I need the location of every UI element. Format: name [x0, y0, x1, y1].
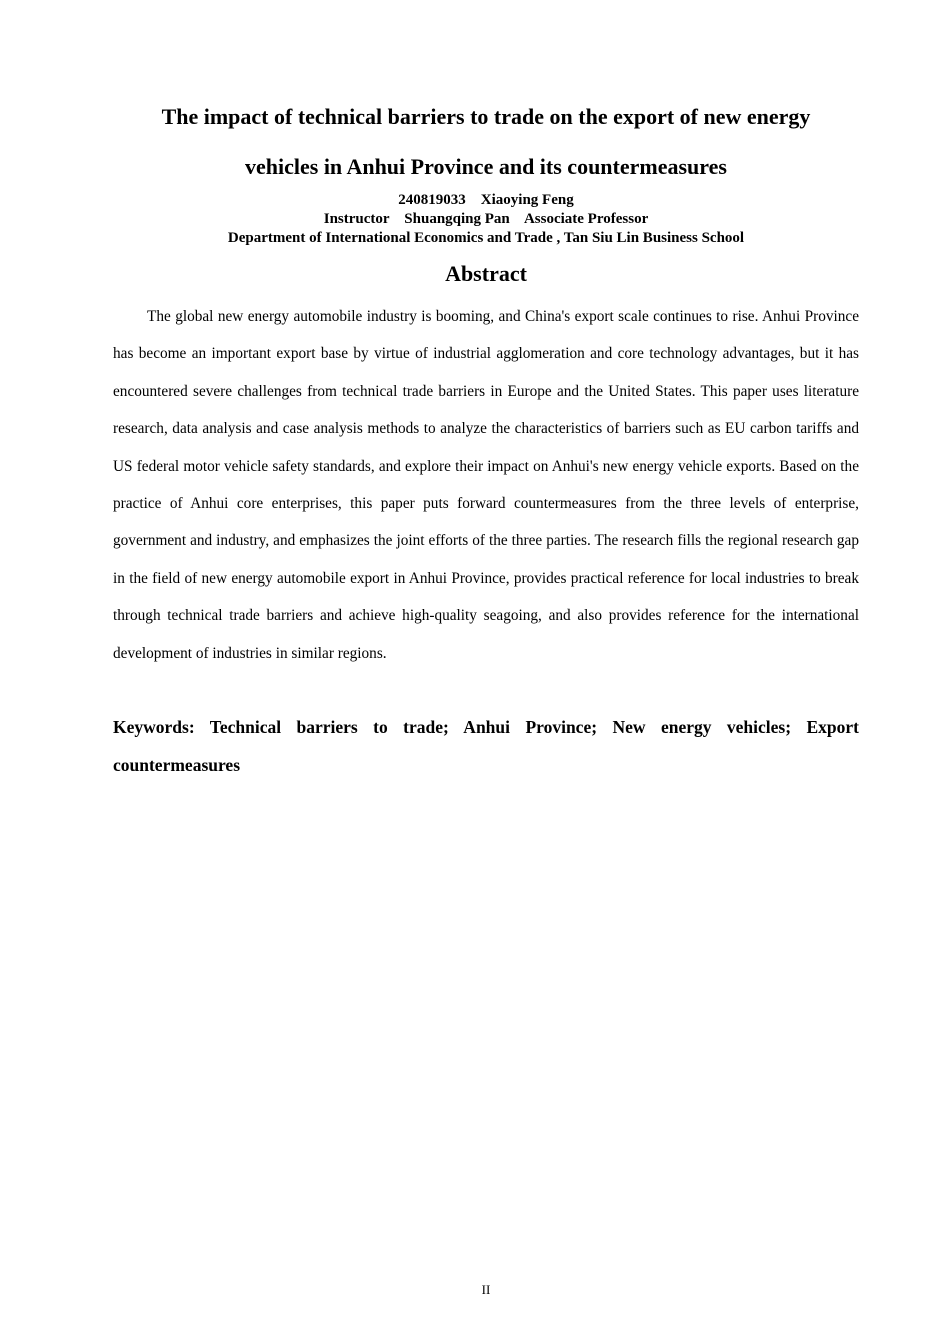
paper-title-line-2: vehicles in Anhui Province and its countermeasures — [245, 154, 727, 179]
page-number: II — [481, 1282, 491, 1297]
keywords: Keywords: Technical barriers to trade; Anhui Province; New energy vehicles; Export countermeasures — [113, 717, 859, 775]
instructor-line: Instructor Shuangqing Pan Associate Professor — [323, 211, 649, 227]
department-line: Department of International Economics and Trade , Tan Siu Lin Business School — [227, 230, 745, 246]
abstract-heading: Abstract — [445, 261, 527, 286]
paper-title-line-1: The impact of technical barriers to trade on the export of new energy — [161, 104, 811, 129]
author-line: 240819033 Xiaoying Feng — [398, 192, 574, 208]
abstract-body: The global new energy automobile industry is booming, and China's export scale continues to rise. Anhui Province has become an important export base by virtue of industrial agglomeration and core technology advantages, but it has encountered severe challenges from technical trade barriers in Europe and the United States. This paper uses literature research, data analysis and case analysis methods to analyze the characteristics of barriers such as EU carbon tariffs and US federal motor vehicle safety standards, and explore their impact on Anhui's new energy vehicle exports. Based on the practice of Anhui core enterprises, this paper puts forward countermeasures from the three levels of enterprise, government and industry, and emphasizes the joint efforts of the three parties. The research fills the regional research gap in the field of new energy automobile export in Anhui Province, provides practical reference for local industries to break through technical trade barriers and achieve high-quality seagoing, and also provides reference for the international development of industries in similar regions. — [113, 308, 859, 662]
